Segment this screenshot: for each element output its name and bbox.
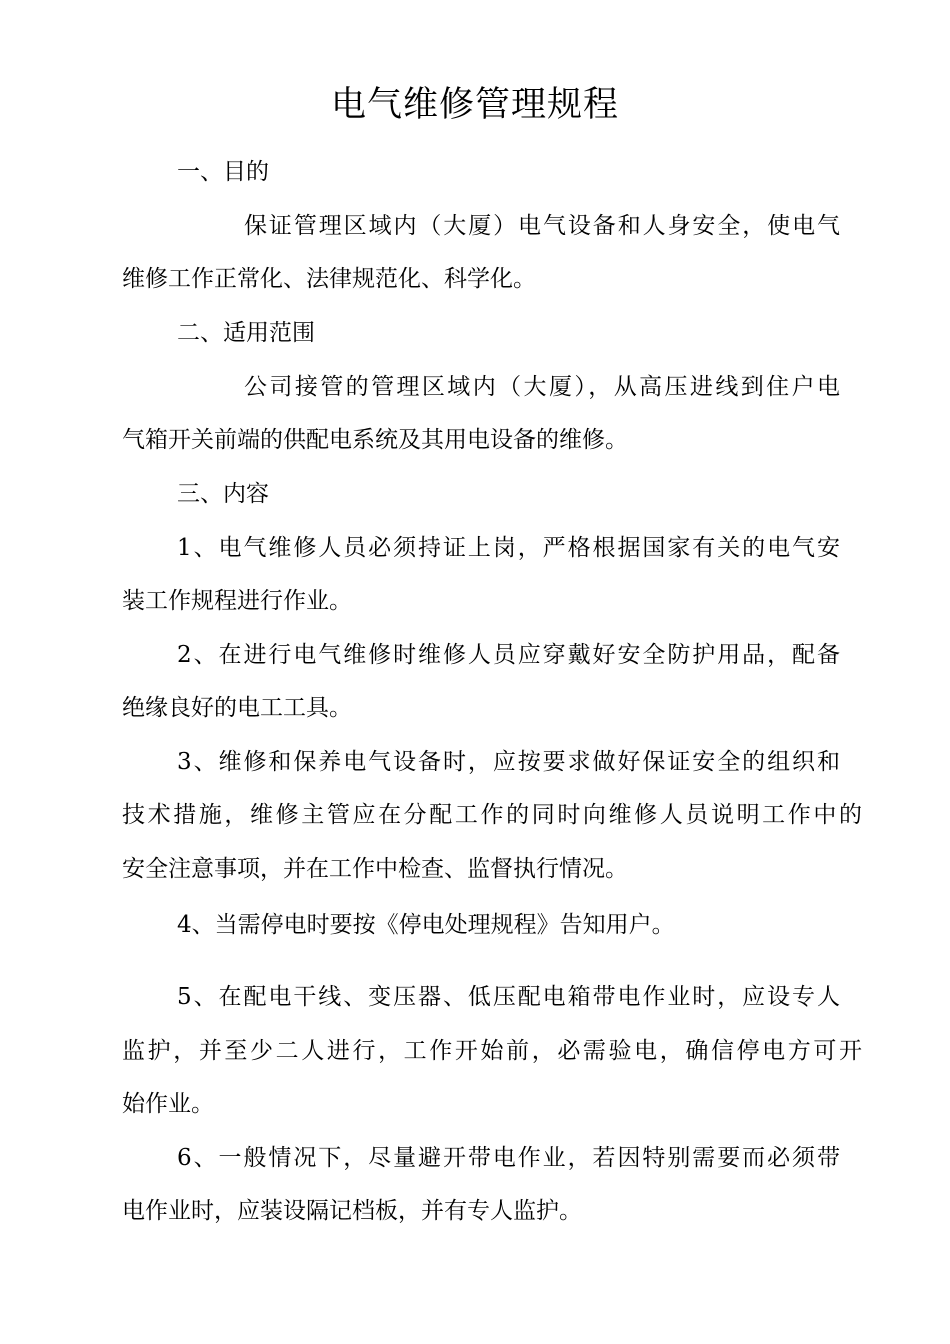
list-item-3-line: 安全注意事项，并在工作中检查、监督执行情况。 <box>122 856 628 882</box>
list-item-2-line: 绝缘良好的电工工具。 <box>122 695 352 721</box>
list-item-3-line: 3、维修和保养电气设备时，应按要求做好保证安全的组织和 <box>177 749 840 775</box>
list-item-2-line: 2、在进行电气维修时维修人员应穿戴好安全防护用品，配备 <box>177 642 840 668</box>
paragraph-line: 气箱开关前端的供配电系统及其用电设备的维修。 <box>122 427 628 453</box>
list-item-5-line: 监护，并至少二人进行，工作开始前，必需验电，确信停电方可开 <box>122 1038 862 1064</box>
section-heading-scope: 二、适用范围 <box>177 320 315 346</box>
list-item-5-line: 5、在配电干线、变压器、低压配电箱带电作业时，应设专人 <box>177 984 840 1010</box>
list-item-3-line: 技术措施，维修主管应在分配工作的同时向维修人员说明工作中的 <box>122 802 862 828</box>
paragraph-line: 维修工作正常化、法律规范化、科学化。 <box>122 266 536 292</box>
paragraph-line: 公司接管的管理区域内（大厦），从高压进线到住户电 <box>244 374 840 400</box>
list-item-6-line: 电作业时，应装设隔记档板，并有专人监护。 <box>122 1198 582 1224</box>
list-item-1-line: 1、电气维修人员必须持证上岗，严格根据国家有关的电气安 <box>177 535 840 561</box>
list-item-6-line: 6、一般情况下，尽量避开带电作业，若因特别需要而必须带 <box>177 1145 840 1171</box>
document-title: 电气维修管理规程 <box>330 85 619 125</box>
list-item-4-line: 4、当需停电时要按《停电处理规程》告知用户。 <box>177 912 675 938</box>
paragraph-line: 保证管理区域内（大厦）电气设备和人身安全，使电气 <box>244 213 840 239</box>
section-heading-purpose: 一、目的 <box>177 159 269 185</box>
list-item-5-line: 始作业。 <box>122 1091 214 1117</box>
list-item-1-line: 装工作规程进行作业。 <box>122 588 352 614</box>
section-heading-content: 三、内容 <box>177 481 269 507</box>
